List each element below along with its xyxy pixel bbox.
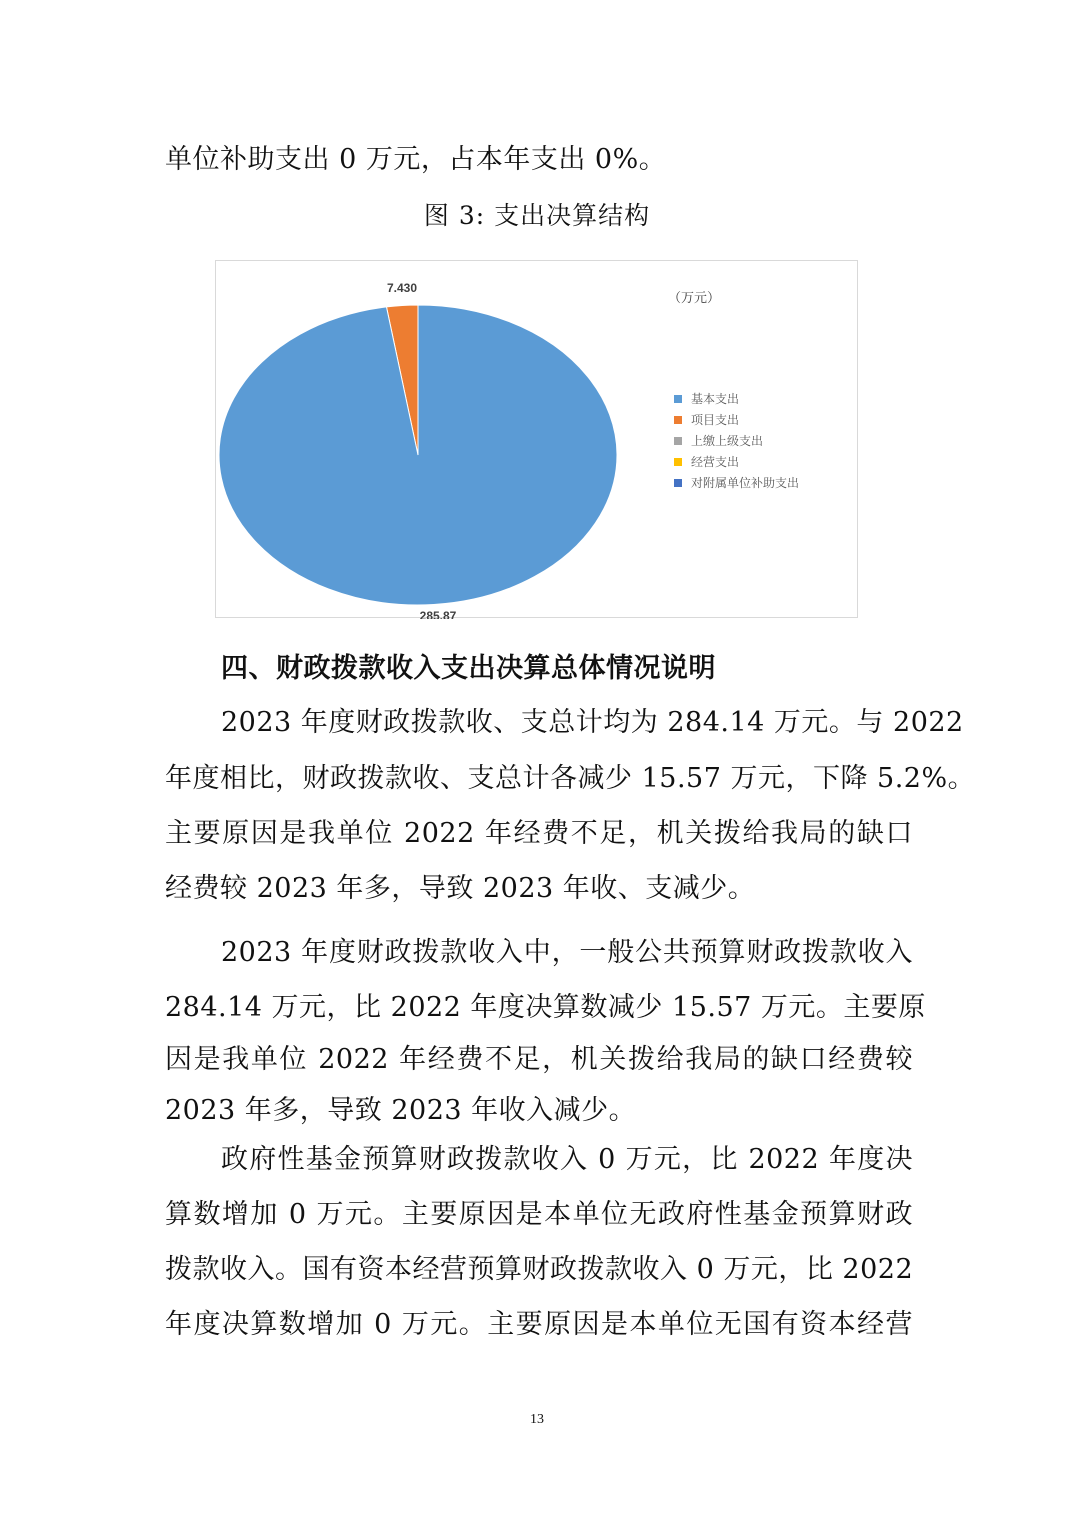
legend-label: 对附属单位补助支出 xyxy=(691,476,800,490)
page-number: 13 xyxy=(530,1412,544,1427)
pie-data-label: 285.87 xyxy=(419,609,457,619)
paragraph-line: 经费较 2023 年多，导致 2023 年收、支减少。 xyxy=(165,873,756,904)
legend-swatch xyxy=(674,437,682,445)
paragraph-line: 年度相比，财政拨款收、支总计各减少 15.57 万元，下降 5.2%。 xyxy=(165,763,976,794)
paragraph-line: 2023 年度财政拨款收、支总计均为 284.14 万元。与 2022 xyxy=(221,707,964,738)
pie-slice xyxy=(219,305,617,605)
legend-item xyxy=(674,451,799,472)
legend-label: 经营支出 xyxy=(691,455,740,469)
paragraph-line: 拨款收入。国有资本经营预算财政拨款收入 0 万元，比 2022 xyxy=(165,1254,914,1285)
paragraph-line: 284.14 万元，比 2022 年度决算数减少 15.57 万元。主要原 xyxy=(165,992,926,1023)
expenditure-pie-chart xyxy=(215,260,858,618)
paragraph-line: 算数增加 0 万元。主要原因是本单位无政府性基金预算财政 xyxy=(165,1199,913,1230)
legend-label: 上缴上级支出 xyxy=(691,434,764,448)
legend-swatch xyxy=(674,395,682,403)
chart-legend xyxy=(674,388,799,493)
paragraph-line: 2023 年多，导致 2023 年收入减少。 xyxy=(165,1095,637,1126)
legend-item xyxy=(674,409,799,430)
chart-unit-label: （万元） xyxy=(668,291,721,306)
legend-swatch xyxy=(674,458,682,466)
pie-data-label: 7.430 xyxy=(386,281,418,295)
paragraph-line: 政府性基金预算财政拨款收入 0 万元，比 2022 年度决 xyxy=(221,1144,913,1175)
paragraph-line: 年度决算数增加 0 万元。主要原因是本单位无国有资本经营 xyxy=(165,1309,913,1340)
intro-line: 单位补助支出 0 万元，占本年支出 0%。 xyxy=(165,144,667,175)
legend-swatch xyxy=(674,416,682,424)
paragraph-line: 2023 年度财政拨款收入中，一般公共预算财政拨款收入 xyxy=(221,937,913,968)
figure-caption: 图 3: 支出决算结构 xyxy=(423,201,651,230)
legend-swatch xyxy=(674,479,682,487)
legend-item xyxy=(674,430,799,451)
legend-label: 项目支出 xyxy=(691,413,740,427)
legend-label: 基本支出 xyxy=(691,392,740,406)
legend-item xyxy=(674,388,799,409)
section-heading: 四、财政拨款收入支出决算总体情况说明 xyxy=(221,653,716,684)
legend-item xyxy=(674,472,799,493)
paragraph-line: 因是我单位 2022 年经费不足，机关拨给我局的缺口经费较 xyxy=(165,1044,913,1075)
paragraph-line: 主要原因是我单位 2022 年经费不足，机关拨给我局的缺口 xyxy=(165,818,913,849)
